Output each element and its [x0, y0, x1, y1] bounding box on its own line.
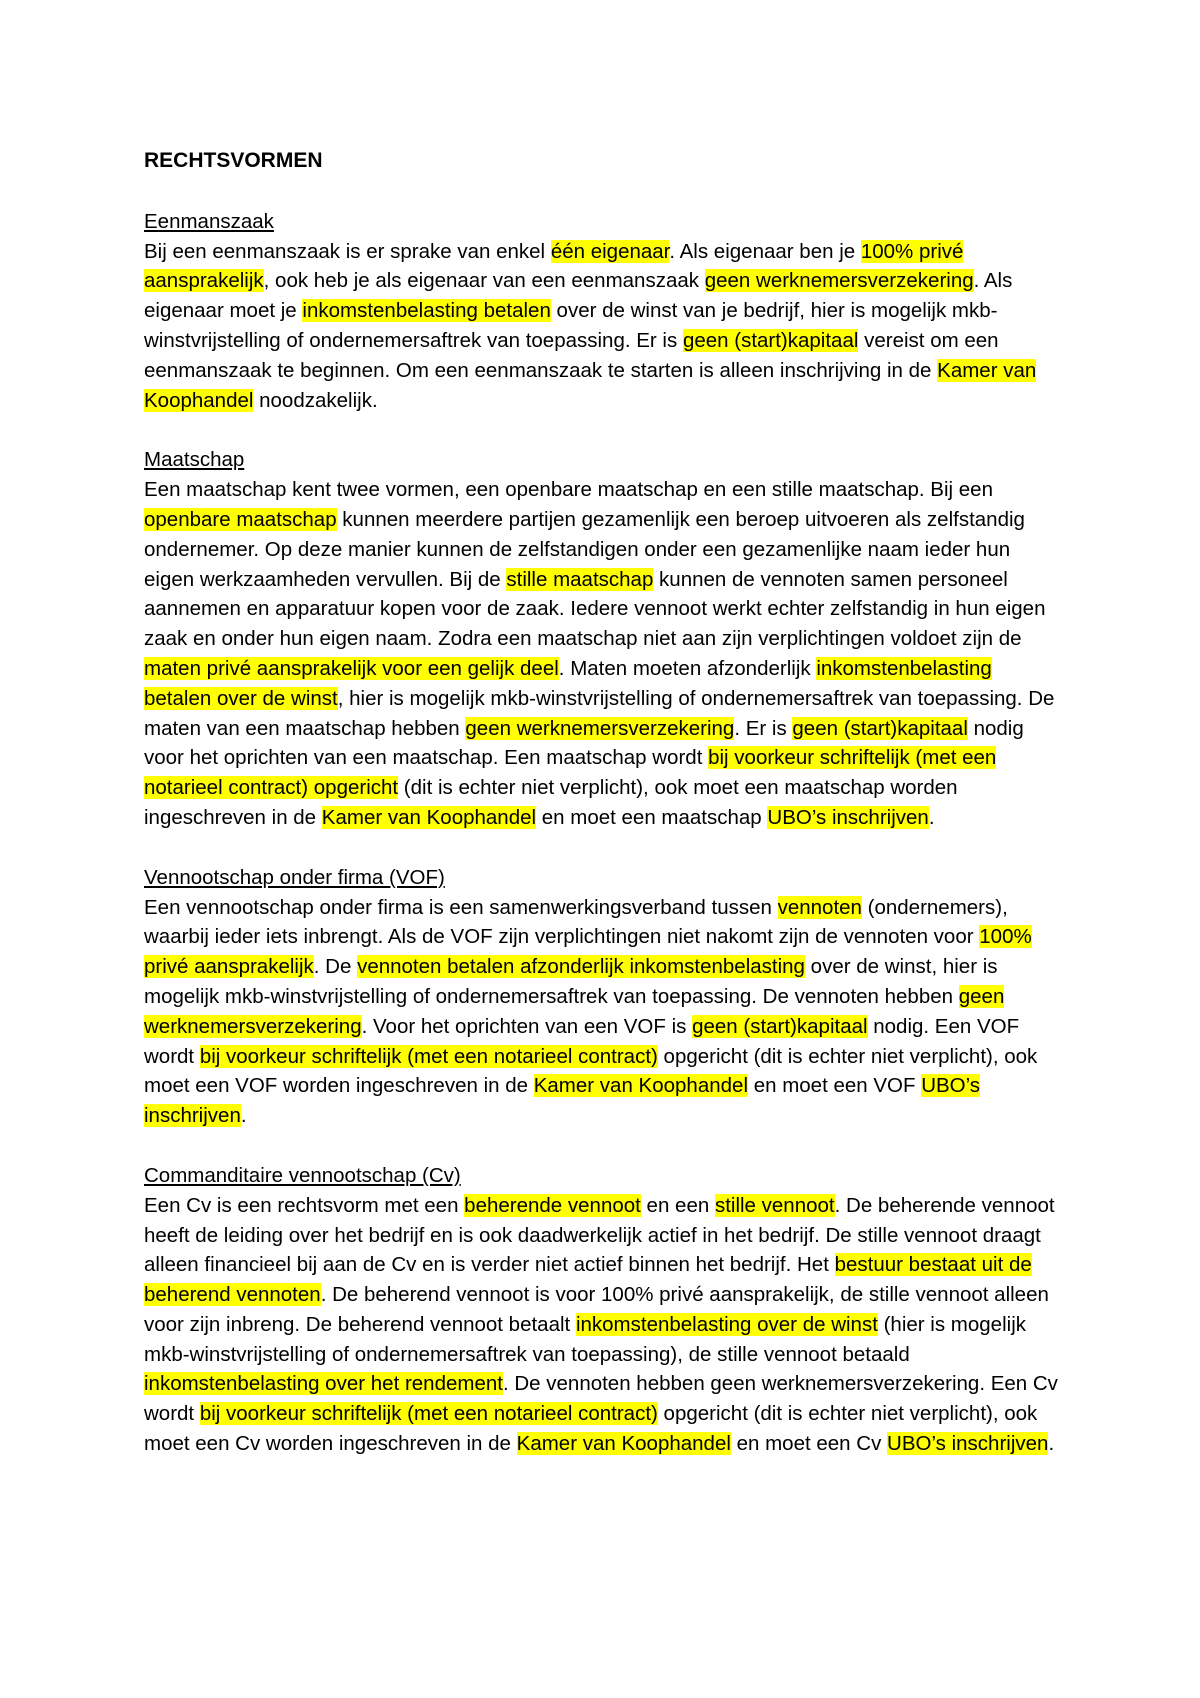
paragraph-text: noodzakelijk.	[253, 388, 378, 412]
paragraph-text: Een maatschap kent twee vormen, een openbare maatschap en een stille maatschap. Bij een	[144, 478, 993, 502]
paragraph-text: . Als eigenaar ben je	[669, 239, 861, 263]
highlighted-text: inkomstenbelasting over de winst	[575, 1312, 878, 1336]
paragraph-text: (ondernemers), waarbij ieder iets inbrengt. Als de VOF zijn verplichtingen niet nakomt zijn de vennoten voor	[144, 895, 1008, 949]
paragraph-text: , hier is mogelijk mkb-winstvrijstelling of ondernemersaftrek van toepassing. De maten van een maatschap hebben	[144, 686, 1055, 740]
highlighted-text: Kamer van Koophandel	[144, 358, 1037, 412]
section-heading: Eenmanszaak	[144, 209, 274, 233]
paragraph-text: nodig. Een VOF wordt	[144, 1014, 1020, 1068]
paragraph-text: . Maten moeten afzonderlijk	[558, 656, 817, 680]
paragraph-text: Een vennootschap onder firma is een samenwerkingsverband tussen	[144, 895, 778, 919]
highlighted-text: openbare maatschap	[144, 507, 337, 531]
highlighted-text: 100% privé aansprakelijk	[144, 925, 1032, 979]
highlighted-text: UBO’s inschrijven	[144, 1074, 981, 1128]
highlighted-text: bij voorkeur schriftelijk (met een notarieel contract)	[199, 1402, 658, 1426]
paragraph-text: en moet een maatschap	[536, 805, 768, 829]
highlighted-text: 100% privé aansprakelijk	[144, 239, 964, 293]
paragraph-text: . Als eigenaar moet je	[144, 269, 1013, 323]
highlighted-text: bij voorkeur schriftelijk (met een notarieel contract) opgericht	[144, 746, 997, 800]
highlighted-text: stille maatschap	[506, 567, 654, 591]
paragraph-text: .	[928, 805, 935, 829]
paragraph-text: opgericht (dit is echter niet verplicht), ook moet een VOF worden ingeschreven in de	[144, 1044, 1038, 1098]
paragraph-text: . Voor het oprichten van een VOF is	[361, 1014, 693, 1038]
section-paragraph	[144, 475, 1064, 833]
section-heading: Commanditaire vennootschap (Cv)	[144, 1163, 461, 1187]
paragraph-text: (hier is mogelijk mkb-winstvrijstelling of ondernemersaftrek van toepassing), de stille vennoot betaald	[144, 1312, 1027, 1366]
highlighted-text: beherende vennoot	[464, 1193, 641, 1217]
highlighted-text: inkomstenbelasting over het rendement	[144, 1372, 503, 1396]
section-paragraph	[144, 1191, 1064, 1459]
paragraph-text: over de winst, hier is mogelijk mkb-winstvrijstelling of ondernemersaftrek van toepassing. De vennoten hebben	[144, 955, 998, 1008]
paragraph-text: . De beherend vennoot is voor 100% privé aansprakelijk, de stille vennoot alleen voor zijn inbreng. De beherend vennoot betaalt	[144, 1283, 1049, 1336]
highlighted-text: bestuur bestaat uit de beherend vennoten	[144, 1253, 1032, 1307]
paragraph-text: kunnen meerdere partijen gezamenlijk een beroep uitvoeren als zelfstandig ondernemer. Op deze manier kunnen de zelfstandigen onder een gezamenlijke naam ieder hun eigen werkzaamheden vervullen. Bij de	[144, 507, 1025, 591]
paragraph-text: .	[240, 1104, 247, 1128]
paragraph-text: . De beherende vennoot heeft de leiding over het bedrijf en is ook daadwerkelijk actief in het bedrijf. De stille vennoot draagt alleen financieel bij aan de Cv en is verder niet actief binnen het bedrijf. Het	[144, 1193, 1055, 1277]
highlighted-text: stille vennoot	[714, 1193, 835, 1217]
section-vof	[144, 863, 1064, 1131]
section-heading: Maatschap	[144, 448, 245, 472]
section-maatschap	[144, 445, 1064, 832]
highlighted-text: geen (start)kapitaal	[692, 1014, 868, 1038]
highlighted-text: geen werknemersverzekering	[144, 984, 1005, 1038]
highlighted-text: één eigenaar	[550, 239, 670, 263]
paragraph-text: . De vennoten hebben geen werknemersverzekering. Een Cv wordt	[144, 1372, 1058, 1426]
section-paragraph	[144, 237, 1064, 416]
highlighted-text: Kamer van Koophandel	[533, 1074, 748, 1098]
highlighted-text: inkomstenbelasting betalen	[302, 299, 551, 323]
section-eenmanszaak	[144, 207, 1064, 416]
highlighted-text: bij voorkeur schriftelijk (met een notarieel contract)	[199, 1044, 658, 1068]
paragraph-text: (dit is echter niet verplicht), ook moet een maatschap worden ingeschreven in de	[144, 776, 958, 829]
section-cv	[144, 1161, 1064, 1459]
highlighted-text: maten privé aansprakelijk voor een gelijk deel	[144, 656, 559, 680]
paragraph-text: en moet een VOF	[748, 1074, 922, 1098]
paragraph-text: Bij een eenmanszaak is er sprake van enkel	[144, 239, 551, 263]
highlighted-text: inkomstenbelasting betalen over de winst	[144, 656, 992, 710]
highlighted-text: Kamer van Koophandel	[516, 1432, 731, 1456]
highlighted-text: vennoten betalen afzonderlijk inkomstenbelasting	[357, 955, 805, 979]
paragraph-text: Een Cv is een rechtsvorm met een	[144, 1193, 465, 1217]
document-content	[144, 146, 1064, 1489]
paragraph-text: . Er is	[734, 716, 793, 740]
paragraph-text: opgericht (dit is echter niet verplicht), ook moet een Cv worden ingeschreven in de	[144, 1402, 1038, 1456]
section-heading: Vennootschap onder firma (VOF)	[144, 865, 445, 889]
highlighted-text: geen (start)kapitaal	[792, 716, 968, 740]
paragraph-text: . De	[313, 955, 358, 979]
section-paragraph	[144, 893, 1064, 1131]
highlighted-text: vennoten	[777, 895, 862, 919]
paragraph-text: kunnen de vennoten samen personeel aannemen en apparatuur kopen voor de zaak. Iedere vennoot werkt echter zelfstandig in hun eigen zaak en onder hun eigen naam. Zodra een maatschap niet aan zijn verplichtingen voldoet zijn de	[144, 567, 1046, 651]
highlighted-text: UBO’s inschrijven	[767, 805, 929, 829]
highlighted-text: Kamer van Koophandel	[321, 805, 537, 829]
paragraph-text: , ook heb je als eigenaar van een eenmanszaak	[263, 269, 705, 293]
highlighted-text: geen werknemersverzekering	[465, 716, 735, 740]
highlighted-text: geen werknemersverzekering	[704, 269, 974, 293]
paragraph-text: .	[1048, 1432, 1055, 1456]
highlighted-text: geen (start)kapitaal	[682, 328, 859, 352]
paragraph-text: vereist om een eenmanszaak te beginnen. Om een eenmanszaak te starten is alleen inschrijving in de	[144, 328, 999, 382]
paragraph-text: over de winst van je bedrijf, hier is mogelijk mkb-winstvrijstelling of ondernemersaftrek van toepassing. Er is	[144, 299, 998, 352]
paragraph-text: en moet een Cv	[730, 1432, 888, 1456]
highlighted-text: UBO’s inschrijven	[887, 1432, 1049, 1456]
paragraph-text: nodig voor het oprichten van een maatschap. Een maatschap wordt	[144, 716, 1024, 770]
paragraph-text: en een	[640, 1193, 715, 1217]
document-title: RECHTSVORMEN	[144, 149, 323, 172]
